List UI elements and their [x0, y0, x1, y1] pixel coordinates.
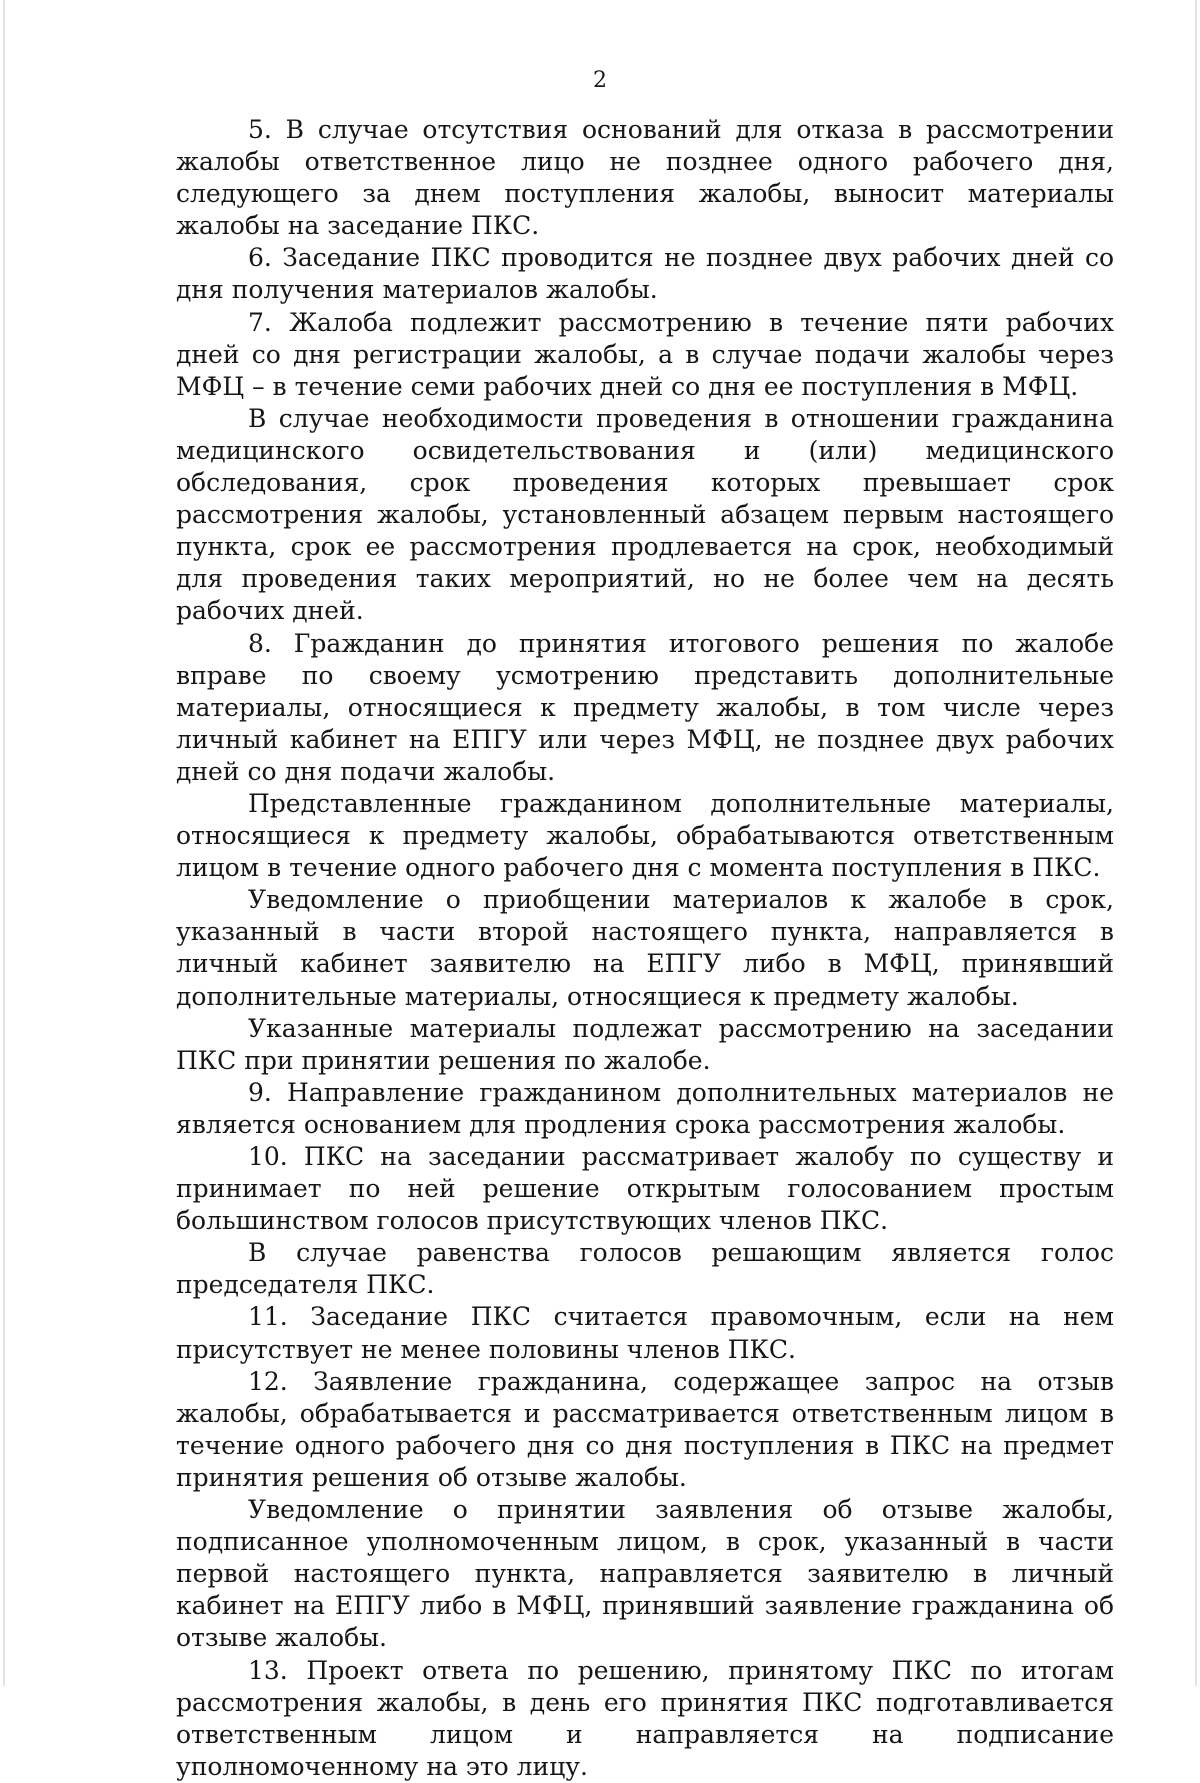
paragraph-item-6: 6. Заседание ПКС проводится не позднее двух рабочих дней со дня получения материалов жалобы. — [176, 243, 1114, 305]
paragraph-item-9: 9. Направление гражданином дополнительных материалов не является основанием для продления срока рассмотрения жалобы. — [176, 1077, 1114, 1139]
paragraph-item-8-part-4: Указанные материалы подлежат рассмотрению на заседании ПКС при принятии решения по жалобе. — [176, 1013, 1114, 1075]
document-body — [176, 114, 1114, 1783]
paragraph-item-13: 13. Проект ответа по решению, принятому ПКС по итогам рассмотрения жалобы, в день его принятия ПКС подготавливается ответственным лицом и направляется на подписание уполномоченному на это лицу. — [176, 1655, 1114, 1781]
paragraph-item-7: 7. Жалоба подлежит рассмотрению в течение пяти рабочих дней со дня регистрации жалобы, а в случае подачи жалобы через МФЦ – в течение семи рабочих дней со дня ее поступления в МФЦ. — [176, 307, 1114, 401]
paragraph-item-8-part-3: Уведомление о приобщении материалов к жалобе в срок, указанный в части второй настоящего пункта, направляется в личный кабинет заявителю на ЕПГУ либо в МФЦ, принявший дополнительные материалы, относящиеся к предмету жалобы. — [176, 885, 1114, 1011]
paragraph-item-5: 5. В случае отсутствия оснований для отказа в рассмотрении жалобы ответственное лицо не позднее одного рабочего дня, следующего за днем поступления жалобы, выносит материалы жалобы на заседание ПКС. — [176, 115, 1114, 241]
paragraph-item-12-part-2: Уведомление о принятии заявления об отзыве жалобы, подписанное уполномоченным лицом, в срок, указанный в части первой настоящего пункта, направляется заявителю в личный кабинет на ЕПГУ либо в МФЦ, принявший заявление гражданина об отзыве жалобы. — [176, 1495, 1114, 1653]
paragraph-item-7-part-2: В случае необходимости проведения в отношении гражданина медицинского освидетельствования и (или) медицинского обследования, срок проведения которых превышает срок рассмотрения жалобы, установленный абзацем первым настоящего пункта, срок ее рассмотрения продлевается на срок, необходимый для проведения таких мероприятий, но не более чем на десять рабочих дней. — [176, 403, 1114, 626]
scan-edge-left — [3, 0, 5, 1686]
page-number: 2 — [593, 68, 607, 93]
paragraph-item-8: 8. Гражданин до принятия итогового решения по жалобе вправе по своему усмотрению представить дополнительные материалы, относящиеся к предмету жалобы, в том числе через личный кабинет на ЕПГУ или через МФЦ, не позднее двух рабочих дней со дня подачи жалобы. — [176, 628, 1114, 786]
paragraph-item-12: 12. Заявление гражданина, содержащее запрос на отзыв жалобы, обрабатывается и рассматривается ответственным лицом в течение одного рабочего дня со дня поступления в ПКС на предмет принятия решения об отзыве жалобы. — [176, 1366, 1114, 1492]
scan-edge-right — [1195, 0, 1197, 1686]
paragraph-item-10-part-2: В случае равенства голосов решающим является голос председателя ПКС. — [176, 1238, 1114, 1300]
paragraph-item-8-part-2: Представленные гражданином дополнительные материалы, относящиеся к предмету жалобы, обрабатываются ответственным лицом в течение одного рабочего дня с момента поступления в ПКС. — [176, 788, 1114, 883]
paragraph-item-10: 10. ПКС на заседании рассматривает жалобу по существу и принимает по ней решение открытым голосованием простым большинством голосов присутствующих членов ПКС. — [176, 1142, 1114, 1236]
paragraph-item-11: 11. Заседание ПКС считается правомочным, если на нем присутствует не менее половины членов ПКС. — [176, 1302, 1114, 1364]
